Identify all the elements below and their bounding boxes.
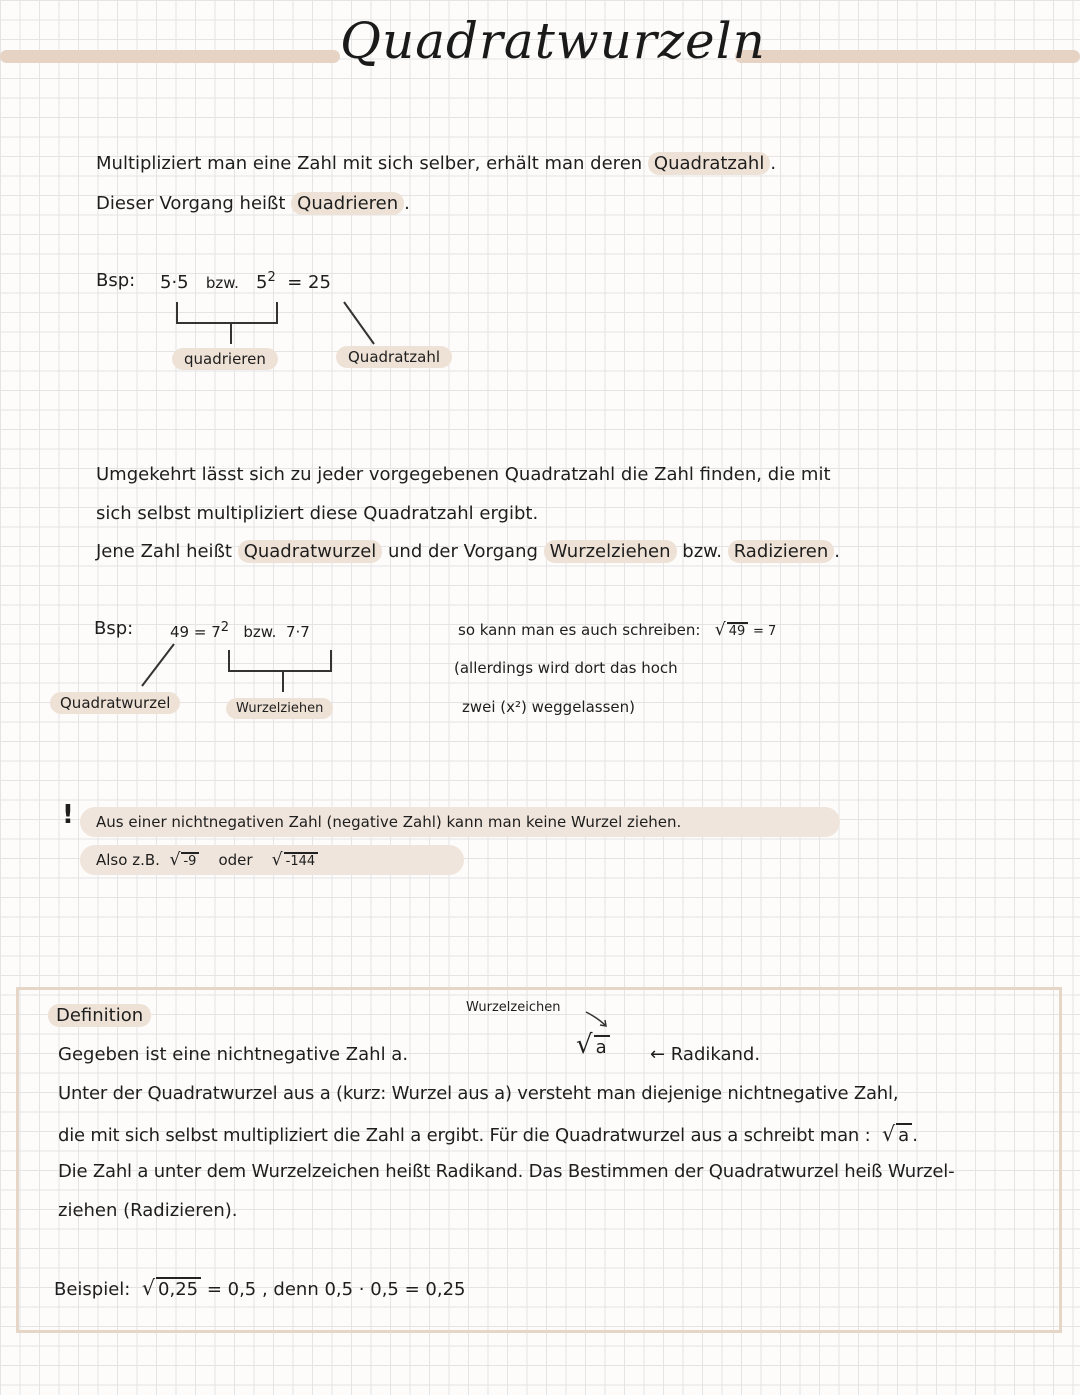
sqrt-icon: √ — [141, 1276, 156, 1300]
example1-exponent: 2 — [267, 270, 276, 285]
sqrt-icon: √ — [576, 1030, 593, 1060]
term-wurzelziehen: Wurzelziehen — [544, 540, 677, 563]
intro-line-2-end: . — [404, 193, 410, 214]
label-quadrieren: quadrieren — [172, 348, 278, 370]
inverse-line-3-text-b: und der Vorgang — [388, 541, 538, 562]
example2-pointer-line — [138, 642, 178, 688]
inverse-line-3 — [96, 541, 840, 562]
example2-connector: bzw. — [243, 623, 277, 641]
example2-lhs: 49 = 7 — [170, 623, 221, 641]
definition-line-3-symbol: a — [896, 1123, 912, 1146]
definition-symbol-radicand: a — [594, 1035, 610, 1058]
title-band-right — [735, 50, 1080, 63]
sqrt-icon: √ — [169, 850, 181, 870]
example2-expression — [170, 620, 310, 641]
warning-radicand-2: -144 — [284, 852, 319, 869]
example2-bracket-stem — [282, 670, 284, 692]
label-radikand: ← Radikand. — [650, 1044, 761, 1065]
label-quadratzahl: Quadratzahl — [336, 346, 452, 368]
definition-line-4: Die Zahl a unter dem Wurzelzeichen heißt Radikand. Das Bestimmen der Quadratwurzel heiß Wurzel- — [58, 1161, 955, 1182]
sqrt-icon: √ — [271, 850, 283, 870]
definition-example — [54, 1276, 465, 1300]
example1-prefix: Bsp: — [96, 270, 136, 291]
example2-note-line-1 — [458, 620, 776, 640]
intro-line-1 — [96, 153, 776, 174]
definition-line-3-text: die mit sich selbst multipliziert die Zahl a ergibt. Für die Quadratwurzel aus a schreibt man : — [58, 1125, 871, 1146]
example1-result: = 25 — [287, 272, 331, 293]
definition-heading: Definition — [48, 1004, 151, 1027]
definition-example-rest: = 0,5 , denn 0,5 · 0,5 = 0,25 — [206, 1279, 466, 1300]
example1-connector: bzw. — [205, 274, 239, 292]
definition-example-label: Beispiel: — [54, 1279, 131, 1300]
example2-product: 7·7 — [285, 623, 310, 641]
warning-radicand-1: -9 — [181, 852, 199, 869]
definition-line-3-end: . — [912, 1125, 918, 1146]
inverse-line-3-text-c: bzw. — [682, 541, 722, 562]
example2-note-text: so kann man es auch schreiben: — [458, 621, 701, 639]
example1-pointer-line — [340, 300, 380, 346]
definition-line-1: Gegeben ist eine nichtnegative Zahl a. — [58, 1044, 409, 1065]
definition-root-symbol — [576, 1030, 610, 1060]
arrow-icon — [584, 1008, 614, 1030]
sqrt-icon: √ — [881, 1122, 896, 1146]
example2-bracket-bottom — [228, 670, 332, 672]
example1-bracket-right — [276, 302, 278, 324]
warning-or: oder — [218, 851, 253, 869]
intro-line-2 — [96, 193, 410, 214]
intro-line-2-text: Dieser Vorgang heißt — [96, 193, 286, 214]
example2-bracket-left — [228, 650, 230, 672]
example2-note-result: = 7 — [753, 624, 777, 639]
warning-line-1: Aus einer nichtnegativen Zahl (negative Zahl) kann man keine Wurzel ziehen. — [96, 813, 682, 831]
inverse-line-2: sich selbst multipliziert diese Quadratzahl ergibt. — [96, 503, 539, 524]
example1-bracket-stem — [230, 322, 232, 344]
example2-note-line-2: (allerdings wird dort das hoch — [454, 659, 678, 677]
inverse-line-3-end: . — [834, 541, 841, 562]
warning-line-2-text: Also z.B. — [96, 851, 160, 869]
title-band-left — [0, 50, 340, 63]
label-quadratwurzel: Quadratwurzel — [50, 692, 180, 714]
label-wurzelziehen: Wurzelziehen — [226, 698, 333, 719]
inverse-line-1: Umgekehrt lässt sich zu jeder vorgegebenen Quadratzahl die Zahl finden, die mit — [96, 464, 831, 485]
example2-prefix: Bsp: — [94, 618, 134, 639]
example2-bracket-right — [330, 650, 332, 672]
term-radizieren: Radizieren — [728, 540, 835, 563]
example1-bracket-left — [176, 302, 178, 324]
page-title: Quadratwurzeln — [340, 12, 766, 70]
example2-exponent: 2 — [220, 620, 230, 635]
example1-product: 5·5 — [160, 272, 189, 293]
intro-line-1-end: . — [770, 153, 777, 174]
definition-line-2: Unter der Quadratwurzel aus a (kurz: Wurzel aus a) versteht man diejenige nichtnegative Zahl, — [58, 1083, 899, 1104]
sqrt-icon: √ — [714, 620, 726, 640]
example2-note-line-3: zwei (x²) weggelassen) — [462, 698, 636, 716]
example2-note-radicand: 49 — [727, 622, 749, 639]
inverse-line-3-text-a: Jene Zahl heißt — [96, 541, 232, 562]
definition-line-3 — [58, 1122, 918, 1146]
intro-line-1-text: Multipliziert man eine Zahl mit sich selber, erhält man deren — [96, 153, 643, 174]
example1-base: 5 — [256, 272, 268, 293]
example1-bracket-bottom — [176, 322, 278, 324]
warning-line-2 — [96, 850, 318, 870]
term-quadrieren: Quadrieren — [291, 192, 404, 215]
warning-mark: ! — [62, 800, 74, 830]
term-quadratwurzel: Quadratwurzel — [238, 540, 383, 563]
label-wurzelzeichen: Wurzelzeichen — [466, 1000, 561, 1015]
example1-expression — [160, 270, 331, 293]
term-quadratzahl: Quadratzahl — [648, 152, 770, 175]
definition-line-5: ziehen (Radizieren). — [58, 1200, 238, 1221]
definition-example-radicand: 0,25 — [156, 1277, 201, 1300]
